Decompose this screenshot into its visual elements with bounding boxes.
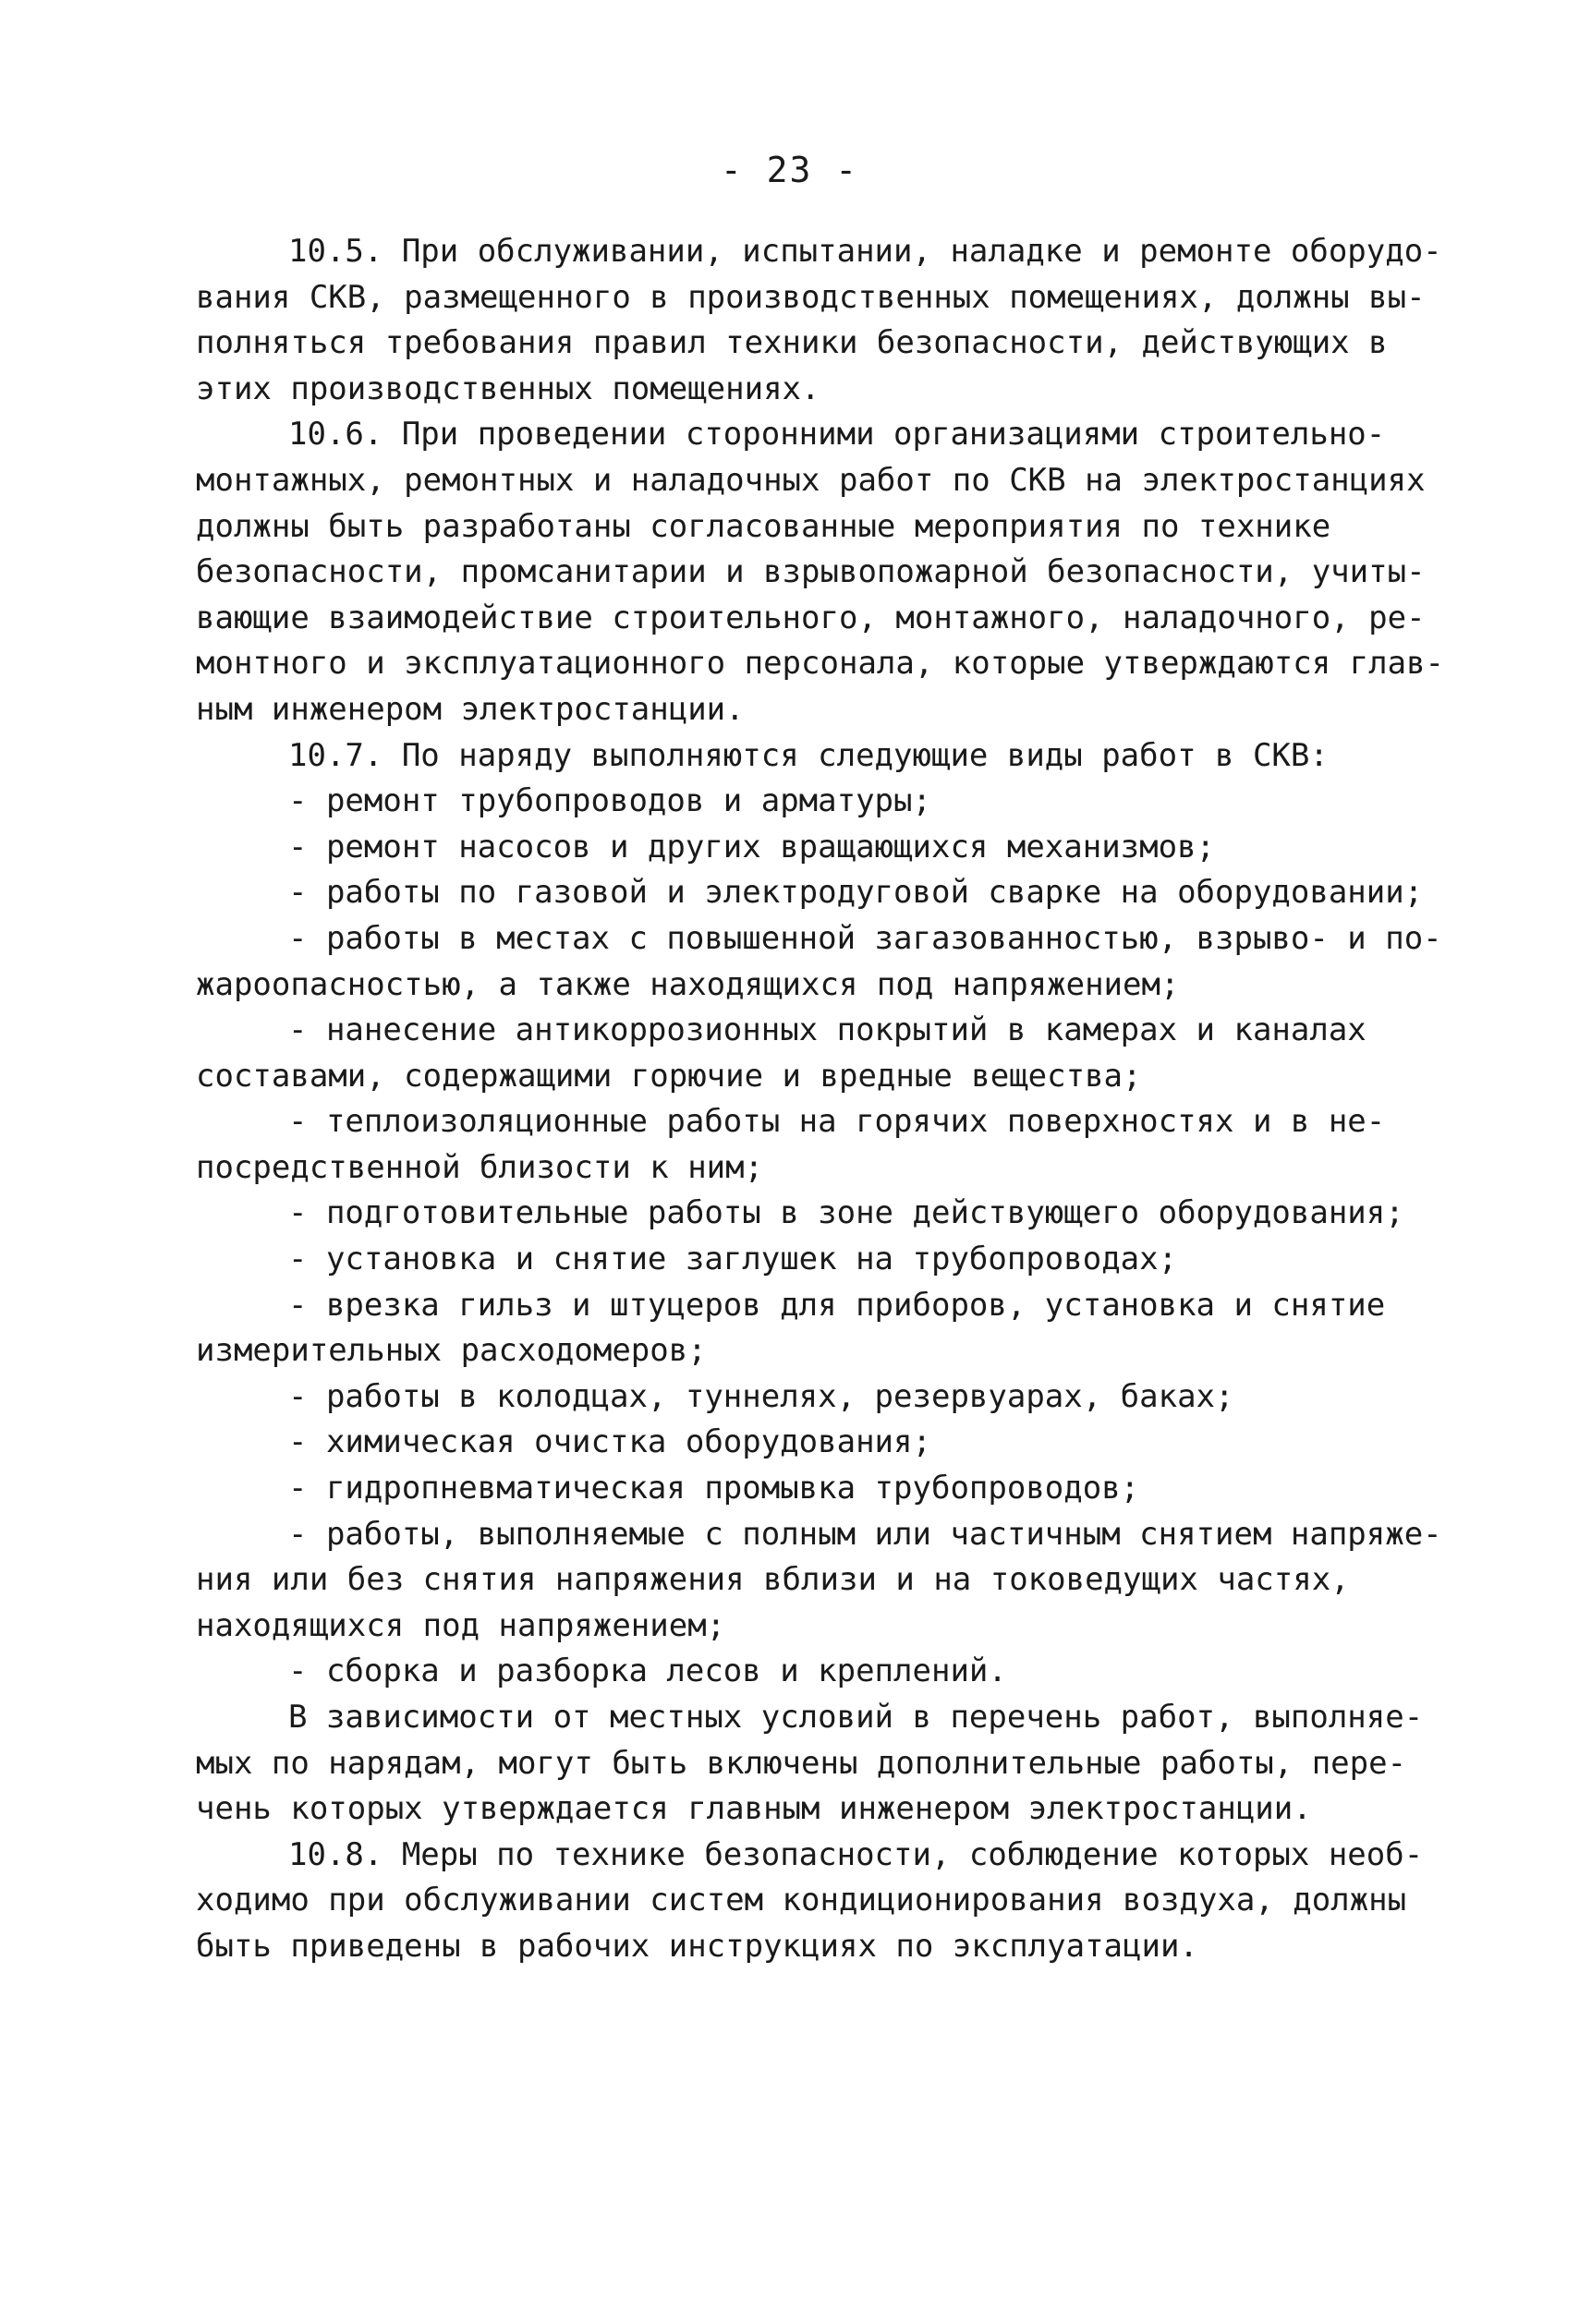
list-item: - работы, выполняемые с полным или частичным снятием напряже- [288,1515,1442,1553]
text-line: вающие взаимодействие строительного, монтажного, наладочного, ре- [196,599,1426,636]
text-line-10-7-start: 10.7. По наряду выполняются следующие виды работ в СКВ: [288,736,1329,774]
text-line: чень которых утверждается главным инженером электростанции. [196,1790,1312,1828]
list-item: - врезка гильз и штуцеров для приборов, установка и снятие [288,1286,1386,1324]
list-item: - гидропневматическая промывка трубопроводов; [288,1470,1140,1507]
text-line: полняться требования правил техники безопасности, действующих в [196,324,1388,362]
list-item: - работы по газовой и электродуговой сварке на оборудовании; [288,874,1424,912]
text-line: мых по нарядам, могут быть включены дополнительные работы, пере- [196,1744,1407,1782]
document-body [196,229,1445,1970]
text-line-10-8-start: 10.8. Меры по технике безопасности, соблюдение которых необ- [288,1835,1424,1873]
text-line: монтного и эксплуатационного персонала, которые утверждаются глав- [196,645,1445,683]
list-item: - нанесение антикоррозионных покрытий в камерах и каналах [288,1011,1366,1049]
list-item: - установка и снятие заглушек на трубопроводах; [288,1241,1178,1278]
list-item: - теплоизоляционные работы на горячих поверхностях и в не- [288,1103,1386,1141]
text-line: монтажных, ремонтных и наладочных работ по СКВ на электростанциях [196,461,1426,499]
list-item: - работы в местах с повышенной загазованностью, взрыво- и по- [288,919,1442,957]
list-item: - работы в колодцах, туннелях, резервуарах, баках; [288,1377,1234,1415]
text-line: этих производственных помещениях. [196,369,820,407]
list-item-continuation: составами, содержащими горючие и вредные вещества; [196,1057,1142,1095]
list-item-continuation: измерительных расходомеров; [196,1332,707,1370]
list-item: - сборка и разборка лесов и креплений. [288,1652,1007,1690]
list-item-continuation: ния или без снятия напряжения вблизи и на токоведущих частях, [196,1561,1350,1599]
text-line-paragraph-start: В зависимости от местных условий в перечень работ, выполняе- [288,1699,1424,1736]
text-line-10-5-start: 10.5. При обслуживании, испытании, наладке и ремонте оборудо- [288,233,1442,270]
list-item-continuation: жароопасностью, а также находящихся под напряжением; [196,965,1180,1003]
text-line: вания СКВ, размещенного в производственных помещениях, должны вы- [196,278,1426,316]
text-line-10-6-start: 10.6. При проведении сторонними организациями строительно- [288,416,1386,454]
list-item: - химическая очистка оборудования; [288,1423,931,1461]
list-item-continuation: посредственной близости к ним; [196,1148,764,1186]
page-number: - 23 - [720,150,859,190]
text-line: ным инженером электростанции. [196,690,745,728]
list-item: - ремонт насосов и других вращающихся механизмов; [288,828,1216,865]
list-item: - ремонт трубопроводов и арматуры; [288,782,931,820]
text-line: ходимо при обслуживании систем кондиционирования воздуха, должны [196,1882,1407,1919]
list-item: - подготовительные работы в зоне действующего оборудования; [288,1194,1404,1232]
text-line: должны быть разработаны согласованные мероприятия по технике [196,507,1331,545]
text-line: быть приведены в рабочих инструкциях по эксплуатации. [196,1927,1198,1965]
list-item-continuation: находящихся под напряжением; [196,1606,726,1644]
text-line: безопасности, промсанитарии и взрывопожарной безопасности, учиты- [196,553,1426,591]
